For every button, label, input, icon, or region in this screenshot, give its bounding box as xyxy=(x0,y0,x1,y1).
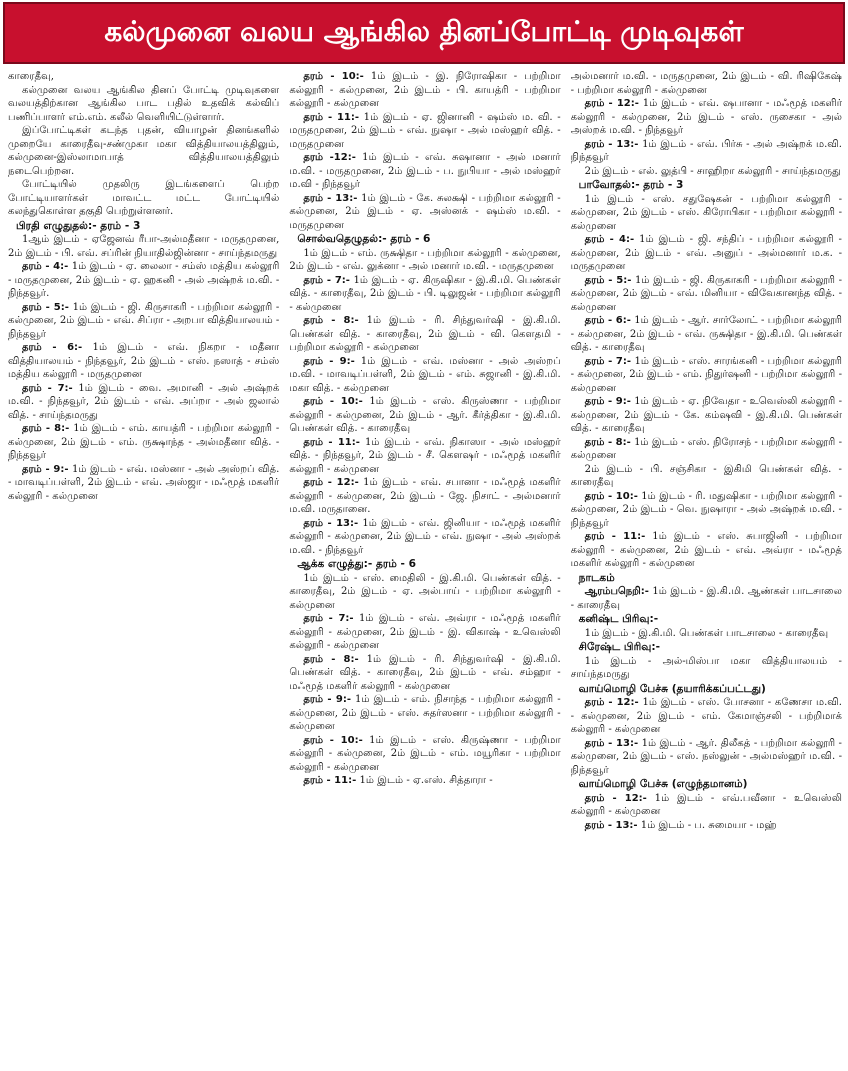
result-entry xyxy=(571,97,842,138)
result-text: 1ம் இடம் - ஏ. லைலா - சம்ஸ் மத்திய கல்லூரி - மருதமுனை, 2ம் இடம் - ஏ. ஹகனி - அல் அஷ்றக் ம.வி. - நிந்தவூர். xyxy=(8,261,280,299)
section-heading: கனிஷ்ட பிரிவு:- xyxy=(578,613,659,625)
section-heading: வாய்மொழி பேச்சு (எழுந்தமானம்) xyxy=(578,778,748,790)
result-entry xyxy=(289,517,560,558)
paragraph: 1ம் இடம் - எம். ருக்ஷிதா - பற்றிமா கல்லூரி - கல்முனை, 2ம் இடம் - எவ். லுக்னா - அல் மனார் ம.வி. - மருதமுனை xyxy=(289,247,561,272)
result-entry xyxy=(289,734,560,775)
result-text: 1ம் இடம் - எவ். ஜினியா - மஃமூத் மகளிர் கல்லூரி - கல்முனை, 2ம் இடம் - எவ். நுஷா - அல் அஸ்றக் ம.வி. - நிந்தவூர் xyxy=(289,517,561,556)
grade-label: தரம் -12:- xyxy=(303,152,356,163)
result-entry xyxy=(289,314,560,355)
paragraph: 1ம் இடம் - இ.கி.மி. பெண்கள் பாடசாலை - காரைதீவு xyxy=(584,627,829,639)
result-entry xyxy=(8,301,279,342)
grade-label: ஆரம்பநெறி:- xyxy=(584,586,649,597)
result-entry xyxy=(289,151,560,192)
result-entry xyxy=(571,696,842,737)
result-entry xyxy=(289,774,560,788)
result-text: 1ம் இடம் - ஜி. சந்திப் - பற்றிமா கல்லூரி - கல்முனை, 2ம் இடம் - எவ். அனுப் - அல்மனார் ம.க. - மருதமுனை xyxy=(570,234,842,272)
result-text: 1ம் இடம் - எவ். நிகறா - மதீனா வித்தியாலயம் - நிந்தவூர், 2ம் இடம் - எஸ். நஸாத் - சம்ஸ் மத்திய கல்லூரி - மருதமுனை xyxy=(8,342,280,380)
grade-label: தரம் - 9:- xyxy=(22,463,69,475)
result-text: 1ம் இடம் - ஜி. கிருசாகரி - பற்றிமா கல்லூரி - கல்முனை, 2ம் இடம் - எவ். சிப்ரா - அறபா வித்தியாலயம் - நிந்தவூர் xyxy=(8,301,280,340)
result-text: 1ம் இடம் - எஸ். கிருஷ்ணா - பற்றிமா கல்லூரி - கல்முனை, 2ம் இடம் - எம். மயூரிகா - பற்றிமா கல்லூரி - கல்முனை xyxy=(289,734,561,773)
paragraph: கல்முனை வலய ஆங்கில தினப் போட்டி முடிவுகளை வலயத்திற்கான ஆங்கில பாட பதில் உதவிக் கல்விப் பணிப்பாளர் எம்.எம். கலீல் வெளியிட்டுள்ளார். xyxy=(8,84,280,123)
paragraph: 2ம் இடம் - எல். லுத்பி - சாஹிறா கல்லூரி - சாய்ந்தமருது xyxy=(584,165,841,177)
grade-label: தரம் - 11:- xyxy=(584,531,646,542)
result-text: 1ம் இடம் - எவ். சுஷானா - அல் மனார் ம.வி. - மருதமுனை, 2ம் இடம் - ப. நுபியா - அல் மஸ்ஹர் ம.வி - நிந்தவூர் xyxy=(289,152,561,190)
grade-label: தரம் - 11:- xyxy=(303,111,360,123)
result-entry xyxy=(289,111,560,152)
grade-label: தரம் - 8:- xyxy=(303,653,359,665)
result-text: 1ம் இடம் - எவ். மஸ்னா - அல் அஸ்றப் ம.வி. - மாவடிப்பள்ளி, 2ம் இடம் - எம். சுஜானி - இ.கி.மி. மகா வித். - கல்முனை xyxy=(289,355,561,394)
grade-label: தரம் - 8:- xyxy=(22,423,70,434)
grade-label: தரம் - 10:- xyxy=(303,734,363,746)
result-entry xyxy=(571,355,842,396)
grade-label: தரம் - 8:- xyxy=(303,315,359,326)
result-entry xyxy=(289,612,560,653)
result-text: 1ம் இடம் - எவ். அவ்ரா - மஃமூத் மகளிர் கல்லூரி - கல்முனை, 2ம் இடம் - இ. விகாஷ் - உவெஸ்லி கல்லூரி - கல்முனை xyxy=(289,613,561,651)
result-entry xyxy=(8,260,279,301)
result-entry xyxy=(571,585,842,612)
headline: கல்முனை வலய ஆங்கில தினப்போட்டி முடிவுகள் xyxy=(104,14,744,48)
result-entry xyxy=(289,693,560,734)
grade-label: தரம் - 12:- xyxy=(584,98,639,109)
result-text: 1ம் இடம் - எவ். சபானா - மஃமூத் மகளிர் கல்லூரி - கல்முனை, 2ம் இடம் - ஜே. நிசாட் - அல்மனார் ம.வி. மருதானை. xyxy=(289,477,561,515)
result-entry xyxy=(571,530,842,571)
result-text: 1ம் இடம் - கே. சுலக்ஷி - பற்றிமா கல்லூரி - கல்முனை, 2ம் இடம் - ஏ. அஸ்னக் - ஷம்ஸ் ம.வி. - மருதமுனை xyxy=(289,192,561,231)
result-text: 1ம் இடம் - எவ். நிகாஸா - அல் மஸ்ஹர் வித். - நிந்தவூர், 2ம் இடம் - சீ. கௌஷர் - மஃமூத் மகளிர் கல்லூரி - கல்முனை xyxy=(289,436,561,475)
paragraph: 1ஆம் இடம் - ஏஜேனவ் ரீபா-அல்மதீனா - மருதமுனை, 2ம் இடம் - பி. எவ். சப்ரின் நியாதில்ஜின்னா - சாய்ந்தமருது xyxy=(8,234,280,259)
result-text: 1ம் இடம் - இ.கி.மி. ஆண்கள் பாடசாலை - காரைதீவு xyxy=(570,586,842,611)
grade-label: தரம் - 12:- xyxy=(303,477,359,488)
result-entry xyxy=(571,314,842,355)
section-heading: சிரேஷ்ட பிரிவு:- xyxy=(578,641,660,653)
result-text: 1ம் இடம் - ஆர். சார்லோட் - பற்றிமா கல்லூரி - கல்முனை, 2ம் இடம் - எவ். ருக்ஷிதா - இ.கி.மி. பெண்கள் வித். - காரைதீவு xyxy=(570,315,842,353)
section-heading: வாய்மொழி பேச்சு (தயாரிக்கப்பட்டது) xyxy=(578,682,766,695)
paragraph: அல்மனார் ம.வி. - மருதமுனை, 2ம் இடம் - வி. ரிஷிகேஷ் - பற்றிமா கல்லூரி - கல்முனை xyxy=(570,71,842,96)
grade-label: தரம் - 10:- xyxy=(303,71,364,82)
result-entry xyxy=(571,138,842,165)
grade-label: தரம் - 4:- xyxy=(584,234,635,245)
section-heading: பாவோதல்:- தரம் - 3 xyxy=(578,179,684,191)
result-text: 1ம் இடம் - ஜி. கிருகாகரி - பற்றிமா கல்லூரி - கல்முனை, 2ம் இடம் - எவ். மினியா - விவேகானந்த வித். - கல்முனை xyxy=(570,274,842,313)
result-text: 1ம் இடம் - இ. நிரோஷிகா - பற்றிமா கல்லூரி - கல்முனை, 2ம் இடம் - பி. காயத்ரி - பற்றிமா கல்லூரி - கல்முனை xyxy=(289,71,561,109)
grade-label: தரம் - 6:- xyxy=(584,315,631,326)
result-entry xyxy=(571,395,842,436)
grade-label: தரம் - 13:- xyxy=(303,192,358,204)
result-entry xyxy=(289,436,560,477)
result-text: 1ம் இடம் - ஏ. கிருஷிகா - இ.கி.மி. பெண்கள் வித். - காரைதீவு, 2ம் இடம் - பி. டிலுஜன் - பற்றிமா கல்லூரி - கல்முனை xyxy=(289,274,561,313)
grade-label: தரம் - 13:- xyxy=(303,517,359,529)
article-body xyxy=(8,70,842,1068)
grade-label: தரம் - 11:- xyxy=(303,436,360,448)
result-entry xyxy=(571,274,842,315)
paragraph: காரைதீவு, xyxy=(8,71,54,82)
result-entry xyxy=(571,737,842,778)
column-1 xyxy=(8,70,279,1068)
result-entry xyxy=(571,436,842,463)
result-text: 1ம் இடம் - எஸ். போசனா - கணேசா ம.வி. - கல்முனை, 2ம் இடம் - எம். கேமாஞ்சலி - பற்றிமாக் கல்லூரி - கல்முனை xyxy=(570,697,842,735)
grade-label: தரம் - 13:- xyxy=(584,819,638,831)
grade-label: தரம் - 8:- xyxy=(584,436,631,448)
result-entry xyxy=(289,70,560,111)
grade-label: தரம் - 6:- xyxy=(22,342,83,353)
result-entry xyxy=(289,653,560,694)
result-text: 1ம் இடம் - ஏ. ஜினானி - ஷம்ஸ் ம. வி. - மருதமுனை, 2ம் இடம் - எவ். நுஷா - அல் மஸ்ஹர் வித். - மருதமுனை xyxy=(289,111,561,150)
result-entry xyxy=(289,192,560,233)
result-entry xyxy=(571,819,842,833)
grade-label: தரம் - 9:- xyxy=(584,396,631,407)
result-entry xyxy=(571,792,842,819)
grade-label: தரம் - 11:- xyxy=(303,775,357,786)
result-entry xyxy=(8,341,279,382)
result-text: 1ம் இடம் - ஏ. நிவேதா - உவெஸ்லி கல்லூரி - கல்முனை, 2ம் இடம் - கே. கம்ஷவி - இ.கி.மி. பெண்கள் வித். - காரைதீவு xyxy=(570,396,842,434)
paragraph: போட்டியில் முதலிரு இடங்களைப் பெற்ற போட்டியாளர்கள் மாவட்ட மட்ட போட்டியில் கலந்துகொள்ள தகுதி பெற்றுள்ளனர். xyxy=(8,179,280,217)
result-entry xyxy=(8,422,279,463)
result-entry xyxy=(8,382,279,423)
grade-label: தரம் - 9:- xyxy=(303,694,351,705)
grade-label: தரம் - 9:- xyxy=(303,355,355,367)
paragraph: 1ம் இடம் - எஸ். சதுஷேகன் - பற்றிமா கல்லூரி - கல்முனை, 2ம் இடம் - எஸ். கிரோபிகா - பற்றிமா கல்லூரி - கல்முனை xyxy=(570,193,842,232)
result-entry xyxy=(289,355,560,396)
result-entry xyxy=(289,395,560,436)
result-text: 1ம் இடம் - எஸ். சுபாஜினி - பற்றிமா கல்லூரி - கல்முனை, 2ம் இடம் - எவ். அவ்ரா - மஃமூத் மகளிர் கல்லூரி - கல்முனை xyxy=(570,531,842,569)
paragraph: இப்போட்டிகள் கடந்த புதன், வியாழன் தினங்களில் முறையே காரைதீவு-சண்முகா மகா வித்தியாலயத்திலும், கல்முனை-இஸ்லாமாபாத் வித்தியாலயத்திலும் நடைபெற்றன. xyxy=(8,125,280,177)
result-text: 1ம் இடம் - எஸ். சாரங்கனி - பற்றிமா கல்லூரி - கல்முனை, 2ம் இடம் - எம். நிதுர்ஷனி - பற்றிமா கல்லூரி - கல்முனை xyxy=(570,355,842,394)
grade-label: தரம் - 13:- xyxy=(584,138,639,150)
result-entry xyxy=(571,233,842,274)
result-text: 1ம் இடம் - வை. அமானி - அல் அஷ்றக் ம.வி. - நிந்தவூர், 2ம் இடம் - எவ். அப்றா - அல் ஜலால் வித். - சாய்ந்தமருது xyxy=(8,382,280,421)
grade-label: தரம் - 12:- xyxy=(584,792,647,804)
result-text: 1ம் இடம் - எஸ். நிரோசந் - பற்றிமா கல்லூரி - கல்முனை xyxy=(570,436,842,461)
result-text: 1ம் இடம் - ரி. சிந்துவர்ஷி - இ.கி.மி. பெண்கள் வித். - காரைதீவு, 2ம் இடம் - வி. கௌதமி - பற்றிமா கல்லூரி - கல்முனை xyxy=(289,315,561,353)
result-text: 1ம் இடம் - ரி. சிந்துவர்ஷி - இ.கி.மி. பெண்கள் வித். - காரைதீவு, 2ம் இடம் - எவ். சம்ஹா - மஃமூத் மகளிர் கல்லூரி - கல்முனை xyxy=(289,653,561,692)
result-entry xyxy=(289,476,560,517)
paragraph: 1ம் இடம் - எஸ். மைதிலி - இ.கி.மி. பெண்கள் வித். - காரைதீவு, 2ம் இடம் - ஏ. அல்பாய் - பற்றிமா கல்லூரி - கல்முனை xyxy=(289,572,561,611)
section-heading: பிரதி எழுதுதல்:- தரம் - 3 xyxy=(16,219,141,232)
grade-label: தரம் - 12:- xyxy=(584,697,639,708)
grade-label: தரம் - 7:- xyxy=(22,382,73,394)
grade-label: தரம் - 5:- xyxy=(584,274,632,286)
result-entry xyxy=(571,490,842,531)
grade-label: தரம் - 5:- xyxy=(22,301,69,313)
paragraph: 1ம் இடம் - அல்-மிஸ்பா மகா வித்தியாலயம் - சாய்ந்தமருது xyxy=(570,655,842,680)
result-text: 1ம் இடம் - எவ். பிர்சு - அல் அஷ்றக் ம.வி. நிந்தவூர் xyxy=(570,138,842,163)
section-heading: நாடகம் xyxy=(578,571,615,584)
paragraph: 2ம் இடம் - பி. சஞ்சிகா - இகிமி பெண்கள் வித். - காரைதீவு xyxy=(570,463,842,488)
grade-label: தரம் - 10:- xyxy=(303,396,363,407)
column-2 xyxy=(289,70,560,1068)
result-entry xyxy=(289,274,560,315)
result-text: 1ம் இடம் - ஆர். திலீகத் - பற்றிமா கல்லூரி - கல்முனை, 2ம் இடம் - எஸ். நஸ்லுன் - அல்மஸ்ஹர் ம.வி. - நிந்தவூர் xyxy=(570,737,842,776)
result-text: 1ம் இடம் - எவ்.பவீனா - உவெஸ்லி கல்லூரி - கல்முனை xyxy=(570,792,842,817)
grade-label: தரம் - 4:- xyxy=(22,261,69,272)
result-text: 1ம் இடம் - எவ். ஷபானா - மஃமூத் மகளிர் கல்லூரி - கல்முனை, 2ம் இடம் - எஸ். ருசைகா - அல் அஸ்றக் ம.வி. - நிந்தவூர் xyxy=(570,98,842,136)
result-text: 1ம் இடம் - எவ். மஸ்னா - அல் அஸ்றப் வித். - மாவடிப்பள்ளி, 2ம் இடம் - எவ். அஸ்ஜா - மஃமூத் மகளிர் கல்லூரி - கல்முனை xyxy=(8,463,280,502)
headline-banner xyxy=(3,2,845,64)
grade-label: தரம் - 10:- xyxy=(584,490,638,502)
result-text: 1ம் இடம் - ரி. மதுஷிகா - பற்றிமா கல்லூரி - கல்முனை, 2ம் இடம் - வெ. நுஷாரா - அல் அஷ்றக் ம.வி. - நிந்தவூர் xyxy=(570,490,842,529)
column-3 xyxy=(571,70,842,1068)
section-heading: ஆக்க எழுத்து:- தரம் - 6 xyxy=(297,558,417,570)
section-heading: சொல்வதெழுதல்:- தரம் - 6 xyxy=(297,233,431,245)
result-text: 1ம் இடம் - எம். காயத்ரி - பற்றிமா கல்லூரி - கல்முனை, 2ம் இடம் - எம். ருக்ஷாந்த - அல்மதீனா வித். - நிந்தவூர் xyxy=(8,423,280,461)
result-entry xyxy=(8,463,279,504)
result-text: 1ம் இடம் - ஏ.எஸ். சித்தாரா - xyxy=(359,775,493,786)
result-text: 1ம் இடம் - ப. சுமையா - மஹ் xyxy=(640,819,777,831)
grade-label: தரம் - 7:- xyxy=(584,355,632,367)
result-text: 1ம் இடம் - எஸ். கிருஸ்ணா - பற்றிமா கல்லூரி - கல்முனை, 2ம் இடம் - ஆர். கீர்த்திகா - இ.கி.மி. பெண்கள் வித். - காரைதீவு xyxy=(289,396,561,434)
grade-label: தரம் - 7:- xyxy=(303,613,354,624)
result-text: 1ம் இடம் - எம். நிசாந்த - பற்றிமா கல்லூரி - கல்முனை, 2ம் இடம் - எஸ். சுதர்ஸனா - பற்றிமா கல்லூரி - கல்முனை xyxy=(289,694,561,732)
grade-label: தரம் - 7:- xyxy=(303,274,350,286)
grade-label: தரம் - 13:- xyxy=(584,737,639,749)
